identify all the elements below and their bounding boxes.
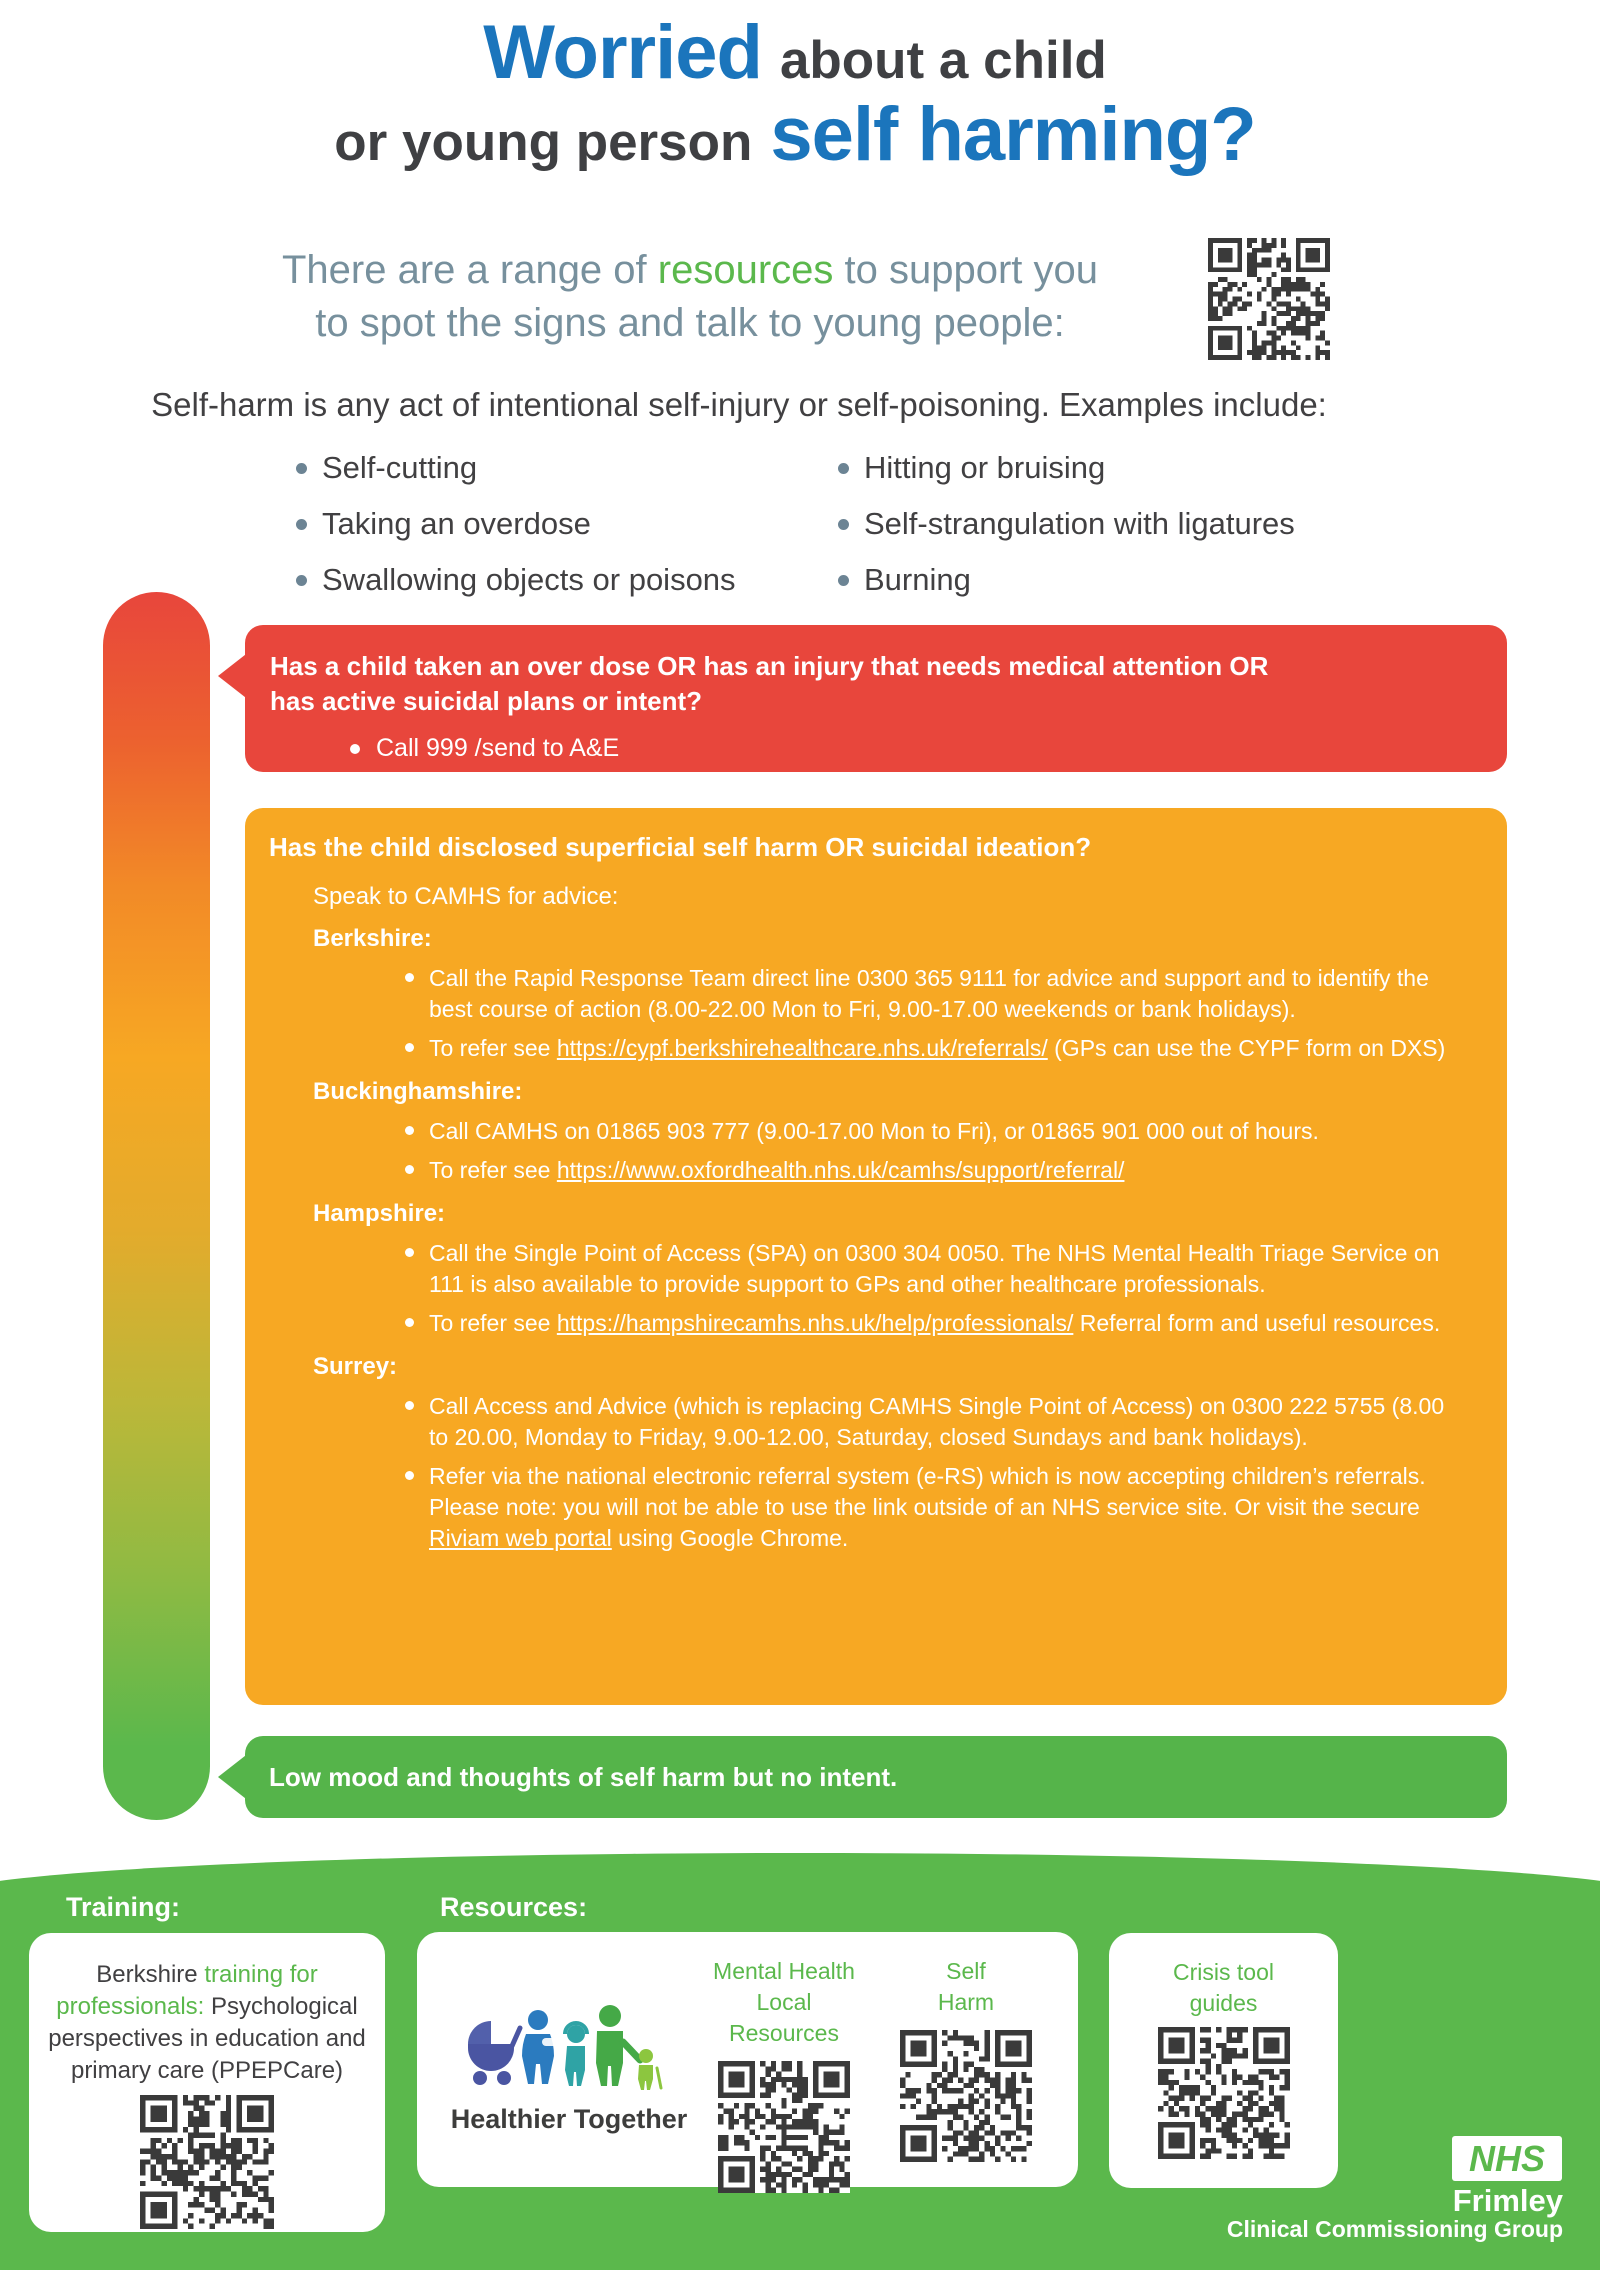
emergency-action [350, 734, 1467, 763]
list-item [838, 562, 1380, 598]
nhs-frimley-label: Frimley [1452, 2183, 1563, 2218]
self-harm-qr-label: Self Harm [937, 1958, 995, 2015]
list-item [296, 450, 838, 486]
region-bullet-text: Refer via the national electronic referral system (e-RS) which is now accepting children’s referrals. Please note: you will not be able to use the link outside of an NHS service site. Or visit the secure Riviam web portal using Google Chrome. [429, 1463, 1426, 1551]
camhs-advice-box-pointer [245, 866, 250, 916]
list-item [838, 506, 1380, 542]
title-line-1 [0, 10, 1590, 95]
bullet-icon [405, 1043, 414, 1052]
emergency-question: Has a child taken an over dose OR has an injury that needs medical attention OR has active suicidal plans or intent? [270, 651, 1269, 716]
bullet-icon [838, 519, 849, 530]
referral-link[interactable]: Riviam web portal [429, 1525, 612, 1551]
training-card [29, 1933, 385, 2232]
examples-list [296, 450, 1380, 618]
low-risk-statement: Low mood and thoughts of self harm but no intent. [269, 1761, 898, 1792]
self-harm-qr-code [900, 2030, 1032, 2162]
mental-health-qr-code [718, 2061, 850, 2193]
region-heading: Buckinghamshire: [313, 1078, 523, 1105]
healthier-together-logo [443, 1952, 695, 2187]
list-item [296, 562, 838, 598]
bullet-icon [838, 463, 849, 474]
training-card-text: Berkshire training for professionals: Psychological perspectives in education and primary care (PPEPCare) [48, 1961, 366, 2084]
bullet-icon [405, 1471, 414, 1480]
list-item [296, 506, 838, 542]
subtitle-resources-highlight: resources [657, 248, 834, 292]
healthier-together-wordmark: Healthier Together [450, 2104, 688, 2134]
bullet-icon [405, 1165, 414, 1174]
region-bullet [405, 1033, 1457, 1064]
severity-gradient-bar [103, 592, 210, 1820]
training-label: Training: [66, 1892, 180, 1922]
crisis-card [1109, 1933, 1338, 2188]
region-bullet [405, 1238, 1457, 1300]
list-item-label: Self-cutting [322, 450, 478, 485]
ppepcare-qr-code [140, 2095, 274, 2229]
camhs-region-sections [269, 925, 1457, 1554]
bullet-icon [405, 1126, 414, 1135]
title-self-harming: self harming? [770, 91, 1256, 177]
camhs-advice-box [245, 808, 1507, 1705]
referral-link[interactable]: https://www.oxfordhealth.nhs.uk/camhs/support/referral/ [556, 1157, 1125, 1183]
emergency-box-pointer [218, 651, 250, 701]
region-bullet-text: Call Access and Advice (which is replacing CAMHS Single Point of Access) on 0300 222 5755 (8.00 to 20.00, Monday to Friday, 9.00-12.00, Saturday, closed Sundays and bank holidays). [429, 1393, 1445, 1450]
region-bullet [405, 1391, 1457, 1453]
self-harm-definition: Self-harm is any act of intentional self-injury or self-poisoning. Examples include: [151, 386, 1327, 423]
crisis-tool-guides-qr-code [1158, 2027, 1290, 2159]
region-bullet-text: To refer see https://cypf.berkshirehealthcare.nhs.uk/referrals/ (GPs can use the CYPF form on DXS) [429, 1035, 1446, 1061]
region-bullet [405, 1308, 1457, 1339]
examples-column-2 [838, 450, 1380, 618]
examples-column-1 [296, 450, 838, 618]
region-bullet-text: Call CAMHS on 01865 903 777 (9.00-17.00 Mon to Fri), or 01865 901 000 out of hours. [429, 1118, 1319, 1144]
title-or-young-person: or young person [334, 112, 753, 172]
title-about-a-child: about a child [779, 31, 1107, 90]
low-risk-box-pointer [218, 1752, 250, 1802]
region-heading: Hampshire: [313, 1200, 446, 1227]
bullet-icon [405, 973, 414, 982]
region-bullet-text: To refer see https://hampshirecamhs.nhs.uk/help/professionals/ Referral form and useful resources. [429, 1310, 1441, 1336]
bullet-icon [405, 1248, 414, 1257]
region-bullet [405, 1155, 1457, 1186]
training-card-highlight: training for professionals: [56, 1961, 318, 2020]
list-item [838, 450, 1380, 486]
title-line-2 [0, 91, 1590, 177]
bullet-icon [838, 575, 849, 586]
bullet-icon [405, 1318, 414, 1327]
list-item-label: Hitting or bruising [864, 450, 1106, 485]
emergency-action-label: Call 999 /send to A&E [376, 734, 620, 762]
region-bullet [405, 1116, 1457, 1147]
bullet-icon [350, 744, 360, 754]
bullet-icon [296, 519, 307, 530]
nhs-logo: NHS [1452, 2136, 1562, 2181]
title-worried: Worried [483, 10, 762, 95]
list-item-label: Burning [864, 562, 971, 597]
support-resources-qr-code [1208, 238, 1330, 360]
referral-link[interactable]: https://hampshirecamhs.nhs.uk/help/professionals/ [556, 1310, 1074, 1336]
region-bullet [405, 963, 1457, 1025]
emergency-box [245, 625, 1507, 772]
page-title [0, 10, 1590, 177]
nhs-ccg-label: Clinical Commissioning Group [1226, 2216, 1563, 2242]
crisis-tool-guides-label: Crisis tool guides [1173, 1959, 1274, 2016]
mental-health-qr-label: Mental Health Local Resources [713, 1958, 855, 2046]
low-risk-box [245, 1736, 1507, 1818]
list-item-label: Taking an overdose [322, 506, 591, 541]
camhs-advice-intro: Speak to CAMHS for advice: [313, 883, 619, 910]
advice-question: Has the child disclosed superficial self harm OR suicidal ideation? [269, 832, 1092, 862]
bullet-icon [405, 1401, 414, 1410]
region-bullet-text: Call the Rapid Response Team direct line 0300 365 9111 for advice and support and to identify the best course of action (8.00-22.00 Mon to Fri, 9.00-17.00 weekends or bank holidays). [429, 965, 1429, 1022]
list-item-label: Swallowing objects or poisons [322, 562, 736, 597]
subtitle [60, 244, 1320, 350]
region-bullet [405, 1461, 1457, 1554]
resources-card [417, 1932, 1078, 2187]
bullet-icon [296, 575, 307, 586]
self-harm-resources-column [891, 1952, 1041, 2187]
subtitle-line-2: to spot the signs and talk to young people: [315, 301, 1065, 345]
emergency-actions [350, 734, 1467, 763]
bullet-icon [296, 463, 307, 474]
list-item-label: Self-strangulation with ligatures [864, 506, 1295, 541]
region-heading: Surrey: [313, 1353, 398, 1380]
resources-label: Resources: [440, 1892, 588, 1922]
referral-link[interactable]: https://cypf.berkshirehealthcare.nhs.uk/referrals/ [556, 1035, 1048, 1061]
subtitle-line-1: There are a range of resources to support you [281, 248, 1098, 292]
region-bullet-text: To refer see https://www.oxfordhealth.nhs.uk/camhs/support/referral/ [429, 1157, 1125, 1183]
healthier-together-figures-icon [454, 2004, 684, 2100]
region-bullet-text: Call the Single Point of Access (SPA) on 0300 304 0050. The NHS Mental Health Triage Service on 111 is also available to provide support to GPs and other healthcare professionals. [429, 1240, 1440, 1297]
region-heading: Berkshire: [313, 925, 432, 952]
mental-health-resources-column [699, 1952, 869, 2187]
